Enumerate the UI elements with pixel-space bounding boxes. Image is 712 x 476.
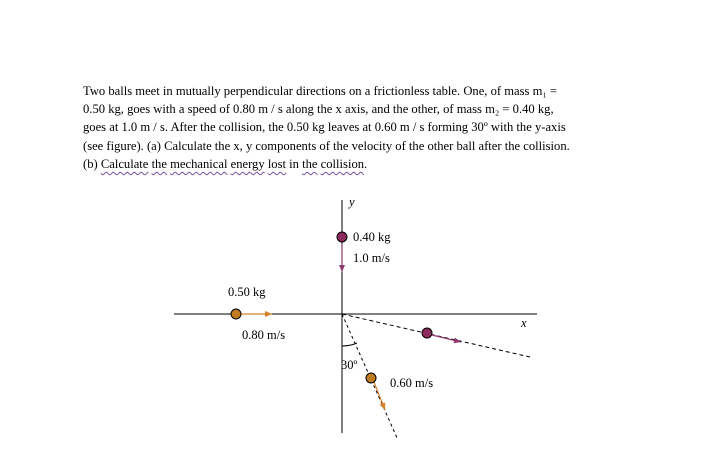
left-ball-speed: 0.80 m/s <box>242 328 286 342</box>
text-segment: . <box>364 156 368 171</box>
spellcheck-word: the <box>151 156 167 171</box>
orange-ball-out-velocity-arrow <box>374 382 385 410</box>
angle-arc <box>342 343 357 346</box>
spellcheck-word: Calculate <box>100 156 149 171</box>
left-ball-mass: 0.50 kg <box>228 285 266 299</box>
spellcheck-word: lost <box>267 156 287 171</box>
y-axis-label: y <box>349 195 355 209</box>
top-ball-mass: 0.40 kg <box>353 230 391 244</box>
spellcheck-word: energy <box>230 156 265 171</box>
top-ball-speed: 1.0 m/s <box>353 251 390 265</box>
text-segment: goes at 1.0 m / s. After the collision, the 0.50 kg leaves at 0.60 m / s forming 30º with the y-axis <box>83 120 566 135</box>
text-segment: 0.50 kg, goes with a speed of 0.80 m / s along the x axis, and the other, of mass m₂ = 0.40 kg, <box>83 102 554 117</box>
spellcheck-word: mechanical <box>170 156 228 171</box>
purple-ball-after <box>422 328 432 338</box>
spellcheck-word: the <box>302 156 318 171</box>
orange-ball-after <box>366 373 376 383</box>
top-ball <box>337 232 347 242</box>
text-segment: Two balls meet in mutually perpendicular directions on a frictionless table. One, of mass m₁ = <box>83 84 558 98</box>
orange-ball-out-speed: 0.60 m/s <box>390 376 434 390</box>
x-axis-label: x <box>521 316 527 330</box>
text-segment: (see figure). (a) Calculate the x, y components of the velocity of the other ball after the collision. <box>83 138 570 153</box>
angle-label: 30º <box>341 358 358 372</box>
purple-ball-out-velocity-arrow <box>432 335 461 342</box>
text-segment: (b) <box>83 156 101 171</box>
text-segment: in <box>286 156 303 171</box>
left-ball <box>231 309 241 319</box>
spellcheck-word: collision <box>320 156 365 171</box>
